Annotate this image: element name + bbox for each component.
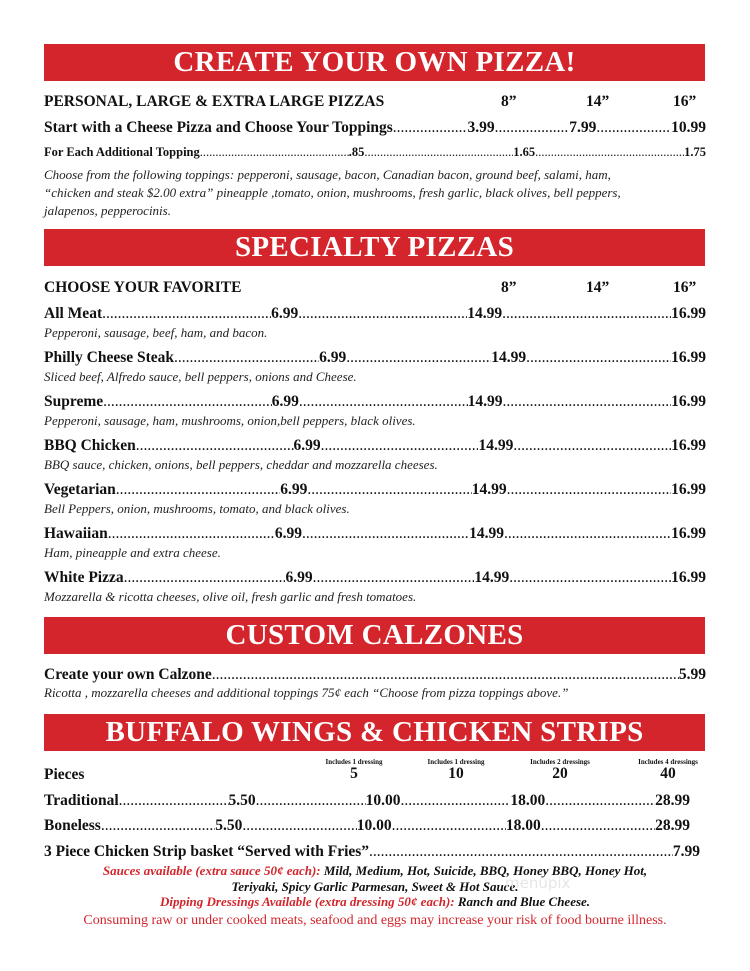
- item-name: Philly Cheese Steak: [44, 349, 175, 366]
- vegetarian-description: Bell Peppers, onion, mushrooms, tomato, and black olives.: [44, 501, 350, 516]
- price-5: 5.50: [215, 817, 243, 834]
- item-name: For Each Additional Topping: [44, 145, 200, 159]
- item-name: 3 Piece Chicken Strip basket “Served with Fries”: [44, 843, 370, 860]
- price: 5.99: [678, 666, 706, 683]
- wings-banner: BUFFALO WINGS & CHICKEN STRIPS: [44, 714, 705, 751]
- col-5-count: 5: [350, 765, 358, 782]
- price-8: 6.99: [271, 305, 299, 322]
- price-10: 10.00: [356, 817, 392, 834]
- item-name: Create your own Calzone: [44, 666, 212, 683]
- specialty-size-16: 16”: [673, 279, 697, 296]
- item-name: Supreme: [44, 393, 104, 410]
- sauces-list-part-1: Mild, Medium, Hot, Suicide, BBQ, Honey BBQ, Honey Hot,: [320, 863, 648, 878]
- price-16: 16.99: [671, 525, 706, 542]
- col-5-dressing-note: Includes 1 dressing: [325, 758, 383, 766]
- hawaiian-description: Ham, pineapple and extra cheese.: [44, 545, 221, 560]
- price-14: 14.99: [469, 525, 504, 542]
- price-10: 10.00: [365, 792, 401, 809]
- menu-item-additional-topping: [44, 145, 706, 160]
- menu-item-traditional-wings: [44, 792, 690, 810]
- price-14: 14.99: [471, 481, 507, 498]
- dressings-list: Ranch and Blue Cheese.: [454, 894, 591, 909]
- price: 7.99: [672, 843, 700, 860]
- specialty-pizzas-banner: SPECIALTY PIZZAS: [44, 229, 705, 266]
- toppings-note-line-2: “chicken and steak $2.00 extra” pineapple ,tomato, onion, mushrooms, fresh garlic, black olives, bell peppers,: [44, 185, 621, 200]
- price-16: 16.99: [671, 393, 706, 410]
- create-size-14: 14”: [586, 93, 610, 110]
- menu-item-chicken-strip-basket: [44, 843, 700, 861]
- price-8: .85: [348, 145, 365, 159]
- item-name: Hawaiian: [44, 525, 108, 542]
- specialty-size-8: 8”: [501, 279, 517, 296]
- item-name: Traditional: [44, 792, 119, 809]
- dressings-line: [44, 894, 706, 910]
- price-8: 3.99: [467, 119, 495, 136]
- item-name: White Pizza: [44, 569, 124, 586]
- price-14: 14.99: [467, 393, 503, 410]
- menu-item-bbq-chicken: [44, 437, 706, 455]
- price-14: 14.99: [474, 569, 510, 586]
- price-14: 7.99: [569, 119, 597, 136]
- price-16: 16.99: [671, 305, 706, 322]
- price-8: 6.99: [280, 481, 308, 498]
- create-pizza-banner: CREATE YOUR OWN PIZZA!: [44, 44, 705, 81]
- price-14: 1.65: [513, 145, 536, 159]
- price-8: 6.99: [271, 393, 299, 410]
- pieces-label: Pieces: [44, 766, 85, 783]
- item-name: Boneless: [44, 817, 101, 834]
- bbq-chicken-description: BBQ sauce, chicken, onions, bell peppers, cheddar and mozzarella cheeses.: [44, 457, 438, 472]
- supreme-description: Pepperoni, sausage, ham, mushrooms, onion,bell peppers, black olives.: [44, 413, 416, 428]
- philly-cheese-steak-description: Sliced beef, Alfredo sauce, bell peppers, onions and Cheese.: [44, 369, 357, 384]
- price-8: 6.99: [285, 569, 313, 586]
- item-name: BBQ Chicken: [44, 437, 136, 454]
- item-name: Start with a Cheese Pizza and Choose Your Toppings: [44, 119, 393, 136]
- item-name: All Meat: [44, 305, 103, 322]
- price-16: 16.99: [671, 481, 706, 498]
- price-14: 14.99: [478, 437, 514, 454]
- price-14: 14.99: [467, 305, 503, 322]
- menu-item-hawaiian: [44, 525, 706, 543]
- specialty-header-label: CHOOSE YOUR FAVORITE: [44, 279, 242, 296]
- price-8: 6.99: [319, 349, 347, 366]
- sauces-label: Sauces available (extra sauce 50¢ each):: [102, 863, 321, 878]
- menu-item-all-meat: [44, 305, 706, 323]
- all-meat-description: Pepperoni, sausage, beef, ham, and bacon.: [44, 325, 268, 340]
- price-5: 5.50: [228, 792, 256, 809]
- custom-calzones-banner: CUSTOM CALZONES: [44, 617, 705, 654]
- price-40: 28.99: [655, 817, 691, 834]
- price-20: 18.00: [505, 817, 541, 834]
- menu-item-philly-cheese-steak: [44, 349, 706, 367]
- col-20-count: 20: [552, 765, 568, 782]
- price-8: 6.99: [293, 437, 321, 454]
- col-40-dressing-note: Includes 4 dressings: [638, 758, 698, 766]
- menu-item-white-pizza: [44, 569, 706, 587]
- food-safety-warning: Consuming raw or under cooked meats, seafood and eggs may increase your risk of food bourne illness.: [83, 913, 667, 928]
- dressings-label: Dipping Dressings Available (extra dressing 50¢ each):: [159, 894, 455, 909]
- item-name: Vegetarian: [44, 481, 116, 498]
- create-size-8: 8”: [501, 93, 517, 110]
- sauces-line-1: [44, 863, 706, 879]
- menu-item-cheese-pizza: [44, 119, 706, 137]
- menupix-watermark: menupix: [505, 874, 571, 892]
- price-16: 1.75: [684, 145, 706, 159]
- toppings-note-line-3: jalapenos, pepperocinis.: [44, 203, 171, 218]
- menu-item-vegetarian: [44, 481, 706, 499]
- menu-item-calzone: [44, 666, 706, 684]
- price-16: 16.99: [671, 349, 706, 366]
- create-header-label: PERSONAL, LARGE & EXTRA LARGE PIZZAS: [44, 93, 385, 110]
- menu-item-supreme: [44, 393, 706, 411]
- price-16: 16.99: [671, 569, 706, 586]
- calzone-description: Ricotta , mozzarella cheeses and additional toppings 75¢ each “Choose from pizza toppings above.”: [44, 685, 569, 700]
- price-14: 14.99: [491, 349, 527, 366]
- col-10-count: 10: [448, 765, 464, 782]
- create-size-16: 16”: [673, 93, 697, 110]
- toppings-note-line-1: Choose from the following toppings: pepperoni, sausage, bacon, Canadian bacon, ground beef, salami, ham,: [44, 167, 611, 182]
- price-8: 6.99: [274, 525, 302, 542]
- white-pizza-description: Mozzarella & ricotta cheeses, olive oil, fresh garlic and fresh tomatoes.: [44, 589, 417, 604]
- menu-item-boneless-wings: [44, 817, 690, 835]
- col-10-dressing-note: Includes 1 dressing: [427, 758, 485, 766]
- col-40-count: 40: [660, 765, 676, 782]
- price-16: 16.99: [671, 437, 706, 454]
- price-40: 28.99: [655, 792, 691, 809]
- specialty-size-14: 14”: [586, 279, 610, 296]
- price-20: 18.00: [510, 792, 546, 809]
- sauces-line-2: Teriyaki, Spicy Garlic Parmesan, Sweet & Hot Sauce.: [231, 879, 519, 894]
- price-16: 10.99: [671, 119, 706, 136]
- col-20-dressing-note: Includes 2 dressings: [530, 758, 590, 766]
